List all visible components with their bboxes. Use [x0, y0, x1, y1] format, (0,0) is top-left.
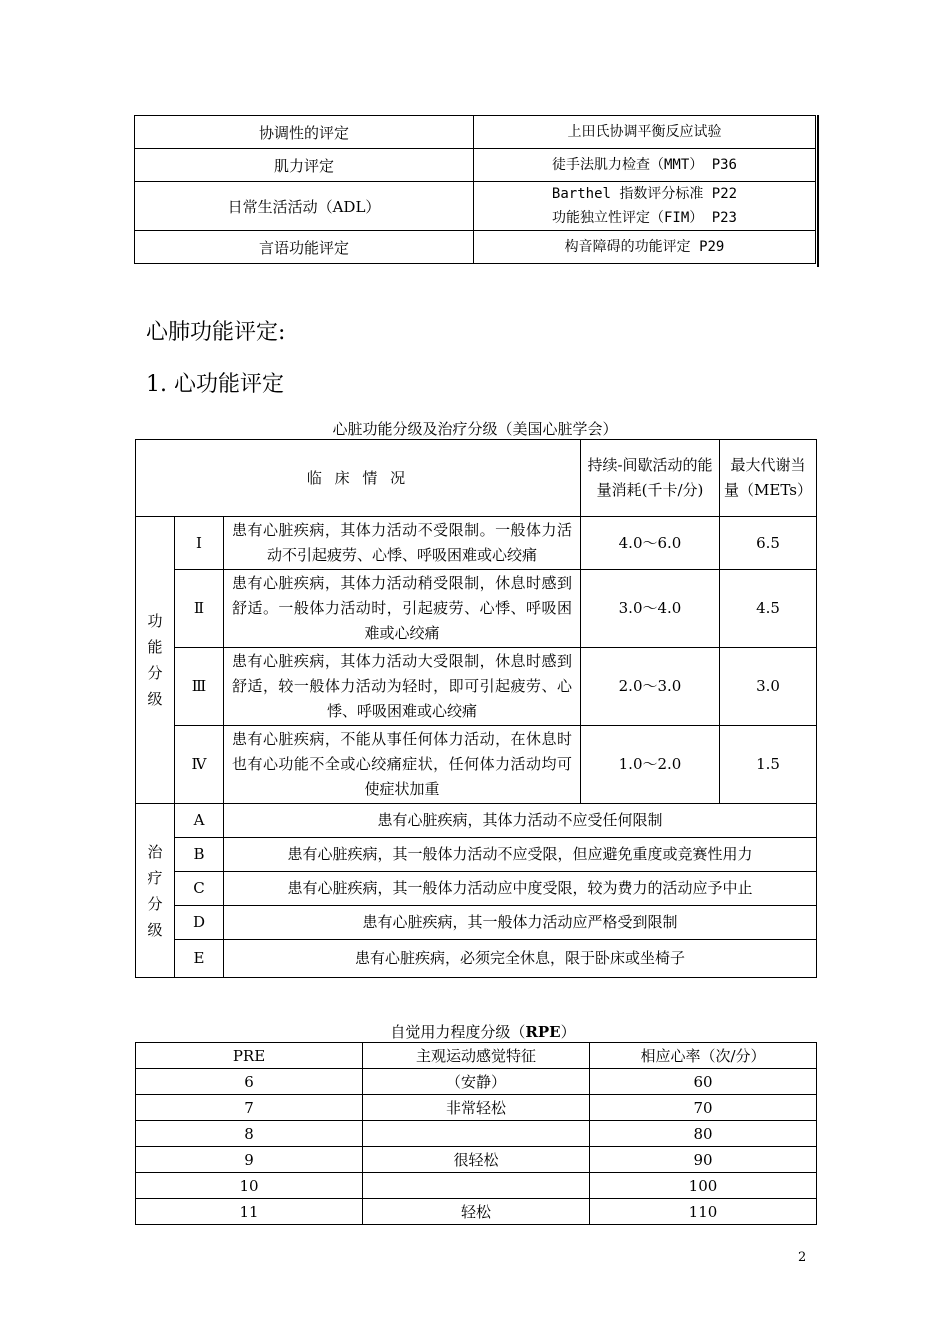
table-row — [136, 838, 817, 872]
grade-cell: C — [175, 872, 224, 906]
heart-table-caption: 心脏功能分级及治疗分级（美国心脏学会） — [332, 420, 618, 438]
rpe-table-caption — [8, 1021, 950, 1042]
assessment-ref-line: Barthel 指数评分标准 P22 — [551, 186, 738, 202]
table-row — [136, 517, 817, 570]
energy-cell: 4.0～6.0 — [581, 517, 720, 570]
subsection-heading: 1. 心功能评定 — [146, 372, 284, 397]
caption-text: 自觉用力程度分级（ — [390, 1023, 526, 1041]
caption-text: ） — [560, 1023, 576, 1041]
description-cell: 患有心脏疾病，其一般体力活动应严格受到限制 — [224, 906, 817, 940]
assessment-ref-line: 上田氏协调平衡反应试验 — [567, 124, 722, 140]
functional-class-text: 功能分级 — [147, 612, 163, 708]
table-row — [136, 1173, 817, 1199]
grade-cell: Ⅲ — [175, 648, 224, 726]
grade-cell: B — [175, 838, 224, 872]
table-row — [135, 149, 816, 182]
description-cell: 患有心脏疾病，其体力活动稍受限制，休息时感到舒适。一般体力活动时，引起疲劳、心悸、呼吸困难或心绞痛 — [224, 570, 581, 648]
functional-class-label — [136, 517, 175, 804]
table-cell: 11 — [136, 1199, 363, 1225]
table-cell — [363, 1173, 590, 1199]
table-header-row — [136, 1043, 817, 1069]
table-row — [136, 1147, 817, 1173]
assessment-ref — [474, 182, 816, 231]
table-row — [135, 182, 816, 231]
table-cell — [363, 1121, 590, 1147]
page-number: 2 — [798, 1250, 807, 1265]
description-cell: 患有心脏疾病，其一般体力活动应中度受限，较为费力的活动应予中止 — [224, 872, 817, 906]
header-cell: 相应心率（次/分） — [590, 1043, 817, 1069]
table-cell: （安静） — [363, 1069, 590, 1095]
assessment-ref-line: 构音障碍的功能评定 P29 — [564, 239, 725, 255]
treatment-class-label — [136, 804, 175, 978]
header-clinical: 临 床 情 况 — [136, 440, 581, 517]
table-row — [136, 940, 817, 978]
table-cell: 80 — [590, 1121, 817, 1147]
table-row — [135, 231, 816, 264]
energy-cell: 2.0～3.0 — [581, 648, 720, 726]
table-cell: 轻松 — [363, 1199, 590, 1225]
table-cell: 100 — [590, 1173, 817, 1199]
assessment-name: 日常生活活动（ADL） — [135, 182, 474, 231]
rpe-table — [135, 1042, 817, 1225]
assessment-ref-line: 功能独立性评定（FIM） P23 — [551, 210, 737, 226]
description-cell: 患有心脏疾病，必须完全休息，限于卧床或坐椅子 — [224, 940, 817, 978]
description-cell: 患有心脏疾病，其一般体力活动不应受限，但应避免重度或竞赛性用力 — [224, 838, 817, 872]
heart-function-table — [135, 439, 817, 978]
table-cell: 非常轻松 — [363, 1095, 590, 1121]
header-cell: PRE — [136, 1043, 363, 1069]
table-header-row — [136, 440, 817, 517]
assessment-ref — [474, 231, 816, 264]
treatment-class-text: 治疗分级 — [147, 842, 163, 939]
grade-cell: Ⅰ — [175, 517, 224, 570]
mets-cell: 4.5 — [720, 570, 817, 648]
description-cell: 患有心脏疾病，其体力活动不受限制。一般体力活动不引起疲劳、心悸、呼吸困难或心绞痛 — [224, 517, 581, 570]
assessment-name: 言语功能评定 — [135, 231, 474, 264]
assessment-ref — [474, 116, 816, 149]
section-heading: 心肺功能评定: — [146, 320, 286, 345]
header-cell: 主观运动感觉特征 — [363, 1043, 590, 1069]
table-row — [136, 726, 817, 804]
mets-cell: 6.5 — [720, 517, 817, 570]
table-row — [136, 872, 817, 906]
table-cell: 9 — [136, 1147, 363, 1173]
mets-cell: 3.0 — [720, 648, 817, 726]
grade-cell: Ⅳ — [175, 726, 224, 804]
table-cell: 6 — [136, 1069, 363, 1095]
table-cell: 8 — [136, 1121, 363, 1147]
table-cell: 7 — [136, 1095, 363, 1121]
description-cell: 患有心脏疾病，不能从事任何体力活动，在休息时也有心功能不全或心绞痛症状，任何体力活动均可使症状加重 — [224, 726, 581, 804]
table-row — [136, 648, 817, 726]
header-energy: 持续-间歇活动的能量消耗(千卡/分) — [581, 440, 720, 517]
table-row — [135, 116, 816, 149]
grade-cell: E — [175, 940, 224, 978]
grade-cell: Ⅱ — [175, 570, 224, 648]
table-row — [136, 804, 817, 838]
table-border-accent — [817, 115, 819, 267]
table-cell: 很轻松 — [363, 1147, 590, 1173]
table-row — [136, 1121, 817, 1147]
table-row — [136, 906, 817, 940]
table-cell: 60 — [590, 1069, 817, 1095]
table-row — [136, 570, 817, 648]
assessment-table — [134, 115, 816, 264]
table-row — [136, 1199, 817, 1225]
table-row — [136, 1069, 817, 1095]
description-cell: 患有心脏疾病，其体力活动不应受任何限制 — [224, 804, 817, 838]
table-cell: 10 — [136, 1173, 363, 1199]
table-cell: 90 — [590, 1147, 817, 1173]
caption-bold-text: RPE — [525, 1023, 561, 1041]
table-cell: 110 — [590, 1199, 817, 1225]
description-cell: 患有心脏疾病，其体力活动大受限制，休息时感到舒适，较一般体力活动为轻时，即可引起疲劳、心悸、呼吸困难或心绞痛 — [224, 648, 581, 726]
table-cell: 70 — [590, 1095, 817, 1121]
grade-cell: A — [175, 804, 224, 838]
mets-cell: 1.5 — [720, 726, 817, 804]
grade-cell: D — [175, 906, 224, 940]
energy-cell: 1.0～2.0 — [581, 726, 720, 804]
assessment-name: 协调性的评定 — [135, 116, 474, 149]
assessment-name: 肌力评定 — [135, 149, 474, 182]
assessment-ref-line: 徒手法肌力检查（MMT） P36 — [551, 157, 737, 173]
table-row — [136, 1095, 817, 1121]
assessment-ref — [474, 149, 816, 182]
header-mets: 最大代谢当量（METs） — [720, 440, 817, 517]
energy-cell: 3.0～4.0 — [581, 570, 720, 648]
